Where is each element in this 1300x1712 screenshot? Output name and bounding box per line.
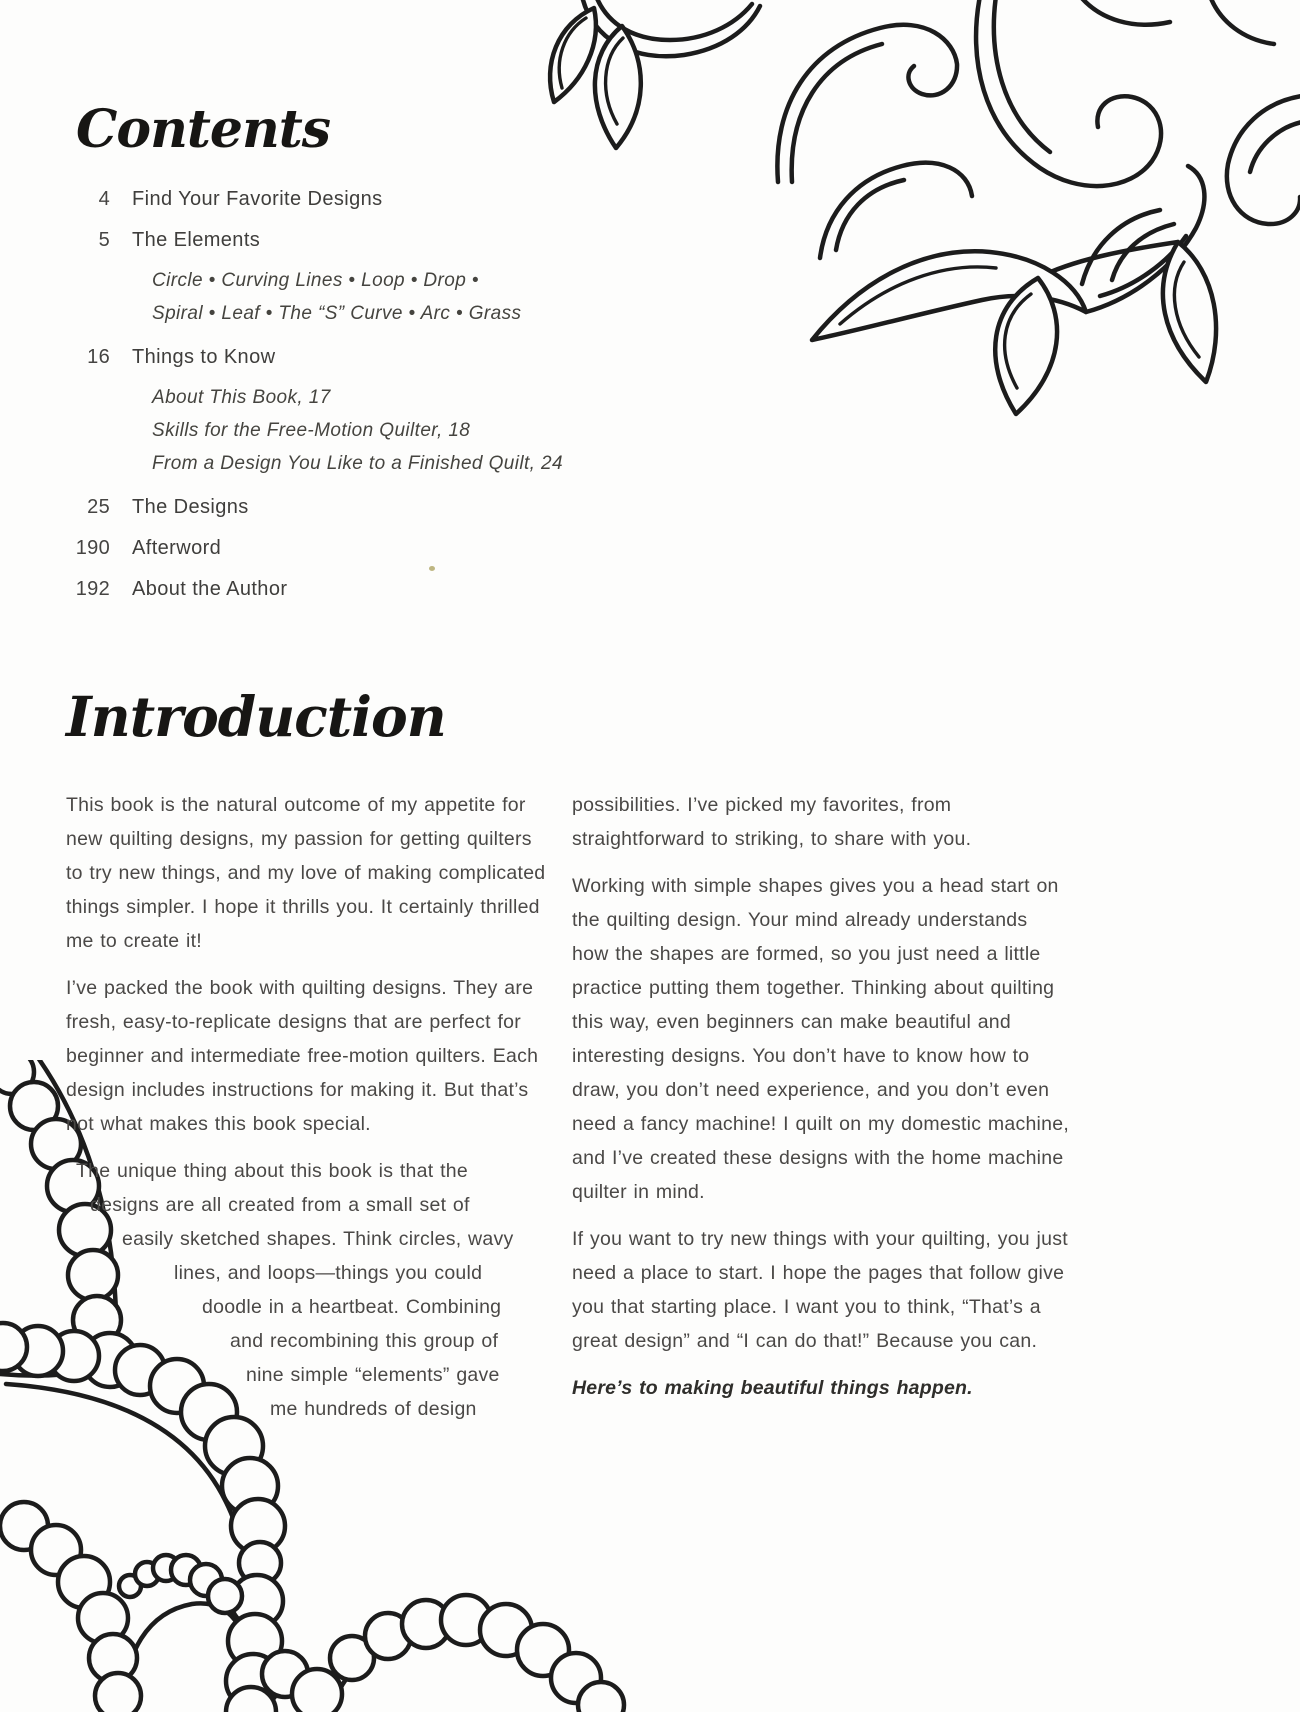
paper-speck [429, 566, 435, 571]
intro-paragraph: Working with simple shapes gives you a head start on the quilting design. Your mind already understands how the shapes are formed, so you just need a little practice putting them together. Thinking about quilting this way, even beginners can make beautiful and interesting designs. You don’t have to know how to draw, you don’t need experience, and you don’t even need a fancy machine! I quilt on my domestic machine, and I’ve created these designs with the home machine quilter in mind. [572, 875, 1069, 1203]
toc-sub-entry: Circle • Curving Lines • Loop • Drop • [152, 270, 479, 291]
toc-entry-label: Things to Know [132, 346, 276, 368]
intro-wrapped-line: easily sketched shapes. Think circles, wavy [122, 1228, 514, 1250]
intro-paragraph: If you want to try new things with your quilting, you just need a place to start. I hope the pages that follow give you that starting place. I want you to think, “That’s a great design” and “I can do that!” Because you can. [572, 1228, 1068, 1352]
toc-page-number: 190 [75, 537, 110, 559]
toc-entry-label: Afterword [132, 537, 222, 559]
toc-entry-label: Find Your Favorite Designs [132, 188, 383, 210]
toc-entry-label: The Designs [132, 496, 249, 518]
intro-paragraph: This book is the natural outcome of my appetite for new quilting designs, my passion for getting quilters to try new things, and my love of making complicated things simpler. I hope it thrills you. It certainly thrilled me to create it! [66, 794, 546, 952]
toc-sub-entries [62, 381, 662, 480]
contents-heading: Contents [76, 99, 331, 160]
toc-page-number: 5 [98, 229, 110, 251]
intro-wrapped-line: me hundreds of design [270, 1398, 477, 1420]
intro-wrapped-line: lines, and loops—things you could [174, 1262, 483, 1284]
intro-paragraph: I’ve packed the book with quilting designs. They are fresh, easy-to-replicate designs that are perfect for beginner and intermediate free-motion quilters. Each design includes instructions for making it. But that’s not what makes this book special. [66, 977, 539, 1135]
table-of-contents [62, 98, 662, 619]
intro-wrapped-line: and recombining this group of [230, 1330, 499, 1352]
intro-wrapped-line: nine simple “elements” gave [246, 1364, 500, 1386]
toc-entry [62, 537, 662, 560]
toc-sub-entry: Skills for the Free-Motion Quilter, 18 [152, 420, 471, 441]
toc-entry [62, 229, 662, 252]
toc-sub-entry: From a Design You Like to a Finished Quilt, 24 [152, 453, 563, 474]
toc-page-number: 4 [98, 188, 110, 210]
intro-wrapped-line: designs are all created from a small set of [90, 1194, 470, 1216]
toc-list [62, 188, 662, 601]
intro-column-left [66, 788, 546, 1426]
toc-entry-label: About the Author [132, 578, 288, 600]
toc-sub-entries [62, 264, 662, 330]
intro-column-right [572, 788, 1070, 1418]
toc-page-number: 25 [87, 496, 110, 518]
toc-entry [62, 346, 662, 369]
closing-line: Here’s to making beautiful things happen. [572, 1377, 973, 1399]
toc-entry [62, 496, 662, 519]
intro-paragraph-wrapped [66, 1154, 546, 1426]
toc-sub-entry: Spiral • Leaf • The “S” Curve • Arc • Grass [152, 303, 522, 324]
introduction-heading-wrap [66, 684, 446, 750]
toc-entry-label: The Elements [132, 229, 261, 251]
intro-paragraph: possibilities. I’ve picked my favorites, from straightforward to striking, to share with you. [572, 794, 972, 850]
intro-wrapped-line: The unique thing about this book is that the [76, 1160, 468, 1182]
introduction-heading: Introduction [66, 684, 446, 749]
toc-sub-entry: About This Book, 17 [152, 387, 331, 408]
toc-page-number: 192 [75, 578, 110, 600]
intro-wrapped-line: doodle in a heartbeat. Combining [202, 1296, 502, 1318]
toc-entry [62, 188, 662, 211]
toc-page-number: 16 [87, 346, 110, 368]
toc-entry [62, 578, 662, 601]
